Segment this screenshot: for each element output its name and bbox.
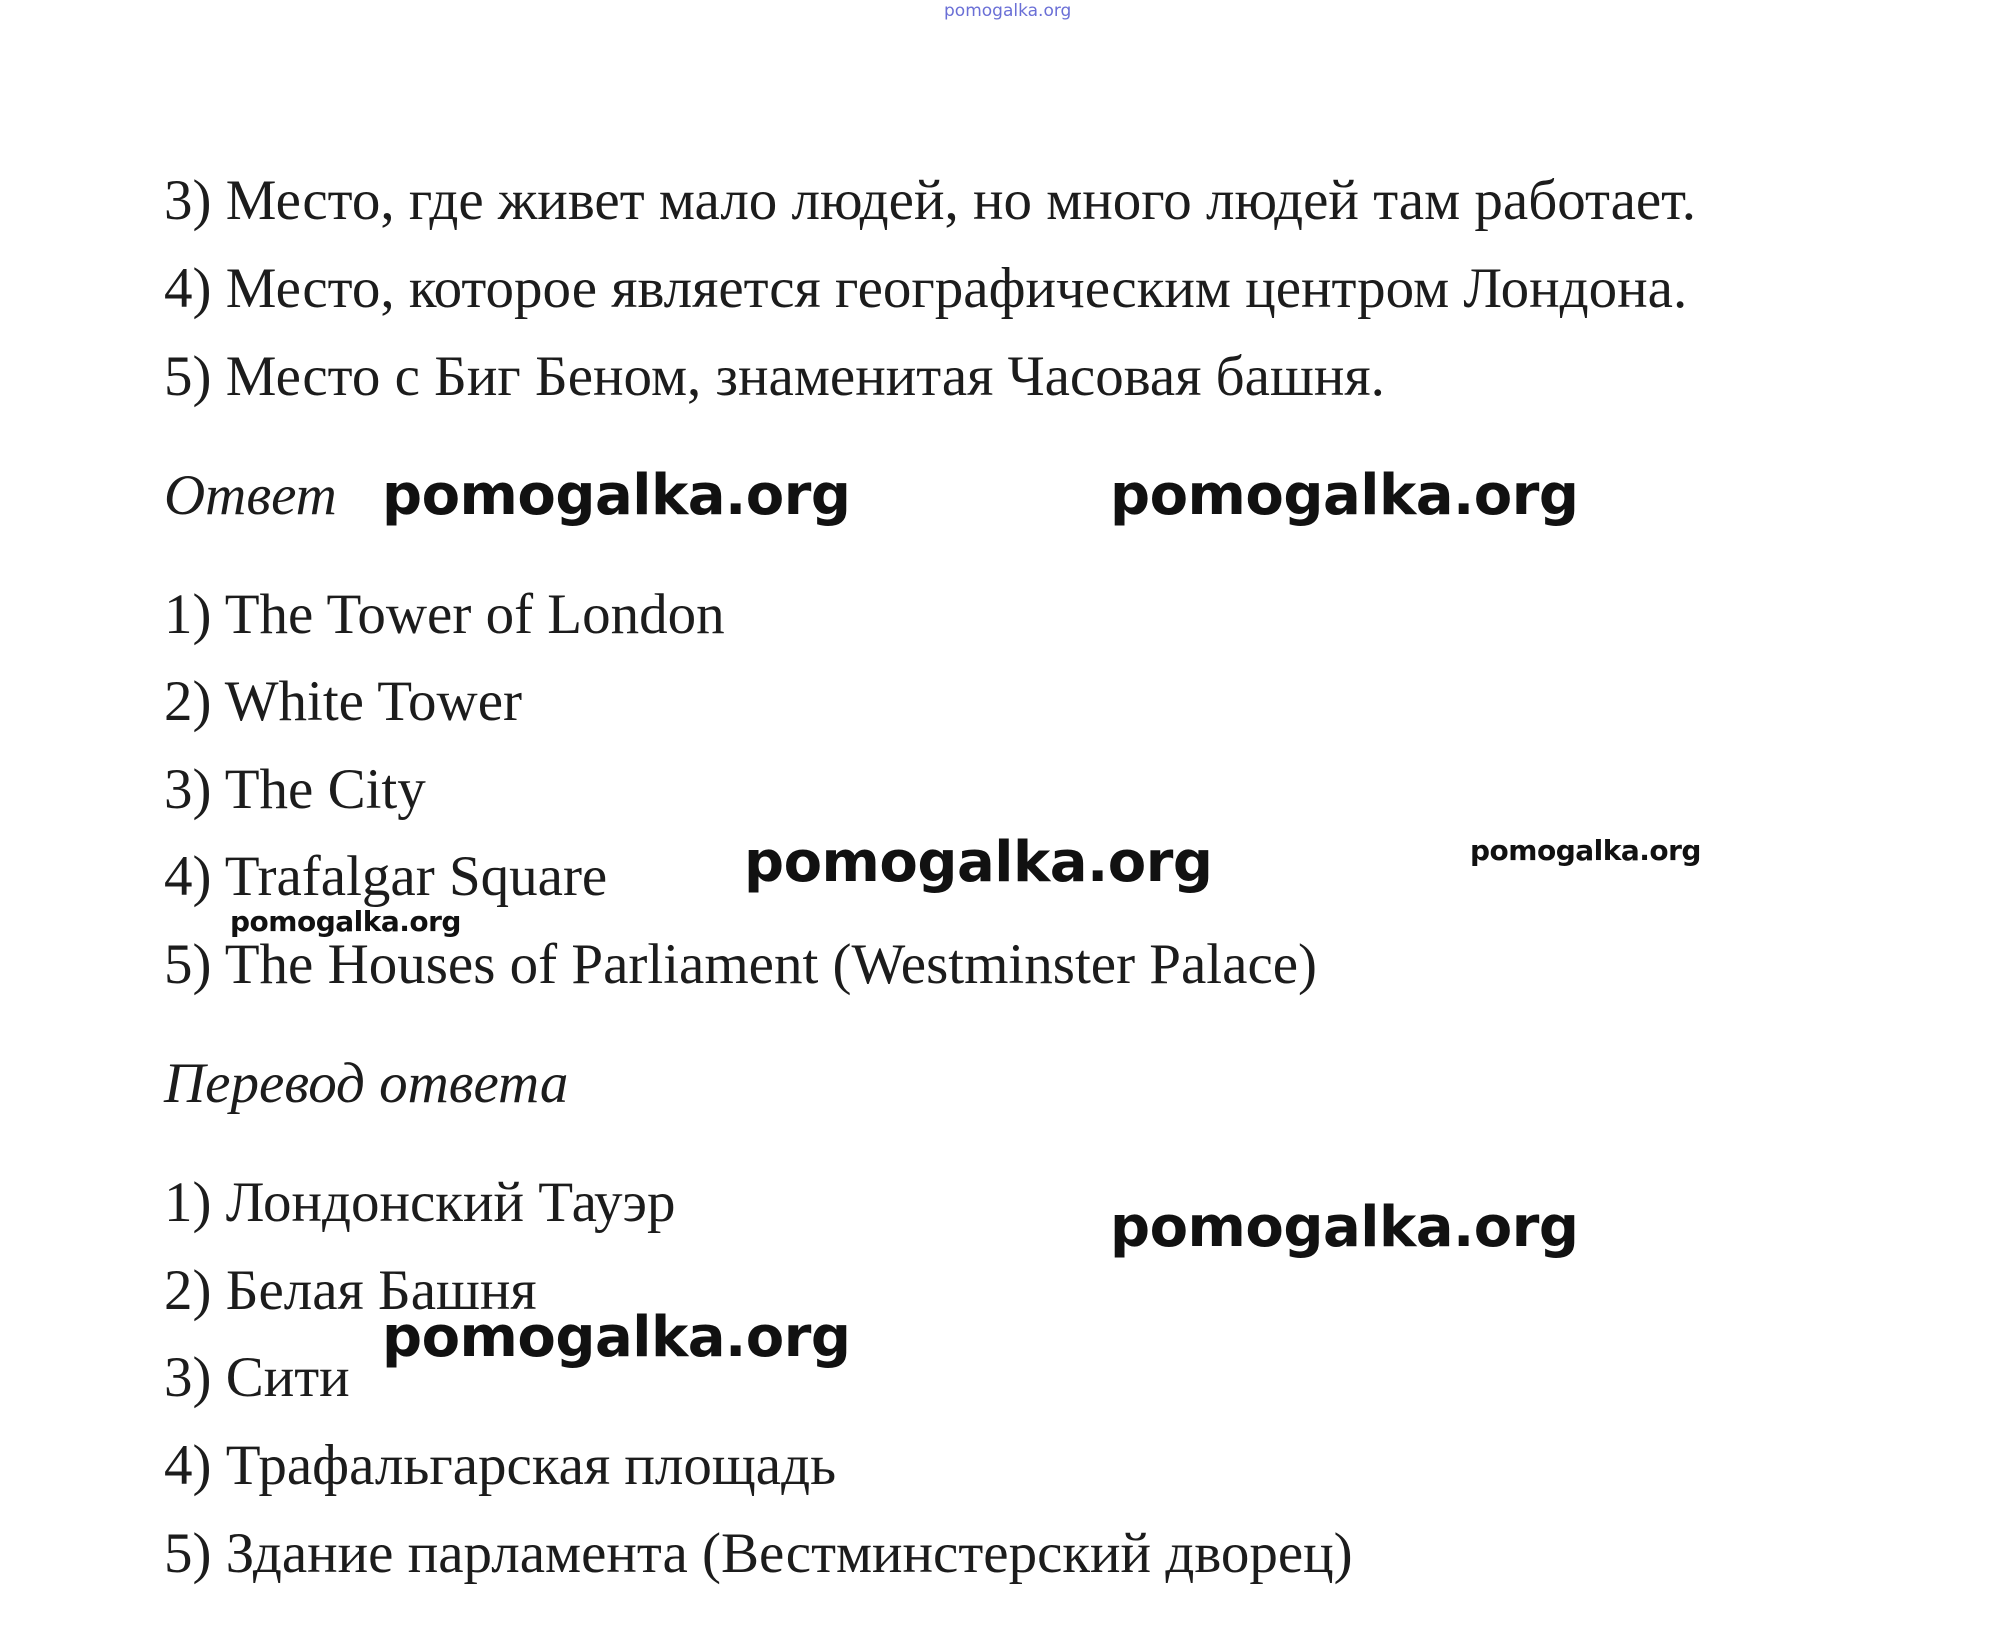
- translation-item-4: 4) Трафальгарская площадь: [164, 1434, 837, 1497]
- watermark-small-right: pomogalka.org: [1470, 834, 1701, 867]
- answer-item-4: 4) Trafalgar Square: [164, 845, 608, 908]
- translation-item-1: 1) Лондонский Тауэр: [164, 1171, 676, 1234]
- question-item-5: 5) Место с Биг Беном, знаменитая Часовая башня.: [164, 345, 1385, 408]
- translation-heading: Перевод ответа: [164, 1052, 569, 1115]
- translation-item-5: 5) Здание парламента (Вестминстерский дворец): [164, 1522, 1353, 1585]
- answer-item-2: 2) White Tower: [164, 670, 522, 733]
- watermark-answer-left: pomogalka.org: [382, 463, 851, 528]
- translation-item-2: 2) Белая Башня: [164, 1259, 537, 1322]
- answer-item-3: 3) The City: [164, 758, 426, 821]
- watermark-translation-left: pomogalka.org: [382, 1305, 851, 1370]
- answer-heading: Ответ: [164, 464, 337, 527]
- header-watermark: pomogalka.org: [944, 1, 1072, 21]
- watermark-translation-right: pomogalka.org: [1110, 1195, 1579, 1260]
- answer-item-1: 1) The Tower of London: [164, 583, 725, 646]
- translation-item-3: 3) Сити: [164, 1346, 350, 1409]
- watermark-answer-right: pomogalka.org: [1110, 463, 1579, 528]
- watermark-small-left: pomogalka.org: [230, 905, 461, 938]
- answer-item-5: 5) The Houses of Parliament (Westminster Palace): [164, 933, 1318, 996]
- question-item-4: 4) Место, которое является географическим центром Лондона.: [164, 257, 1688, 320]
- question-item-3: 3) Место, где живет мало людей, но много людей там работает.: [164, 169, 1697, 232]
- watermark-middle: pomogalka.org: [744, 830, 1213, 895]
